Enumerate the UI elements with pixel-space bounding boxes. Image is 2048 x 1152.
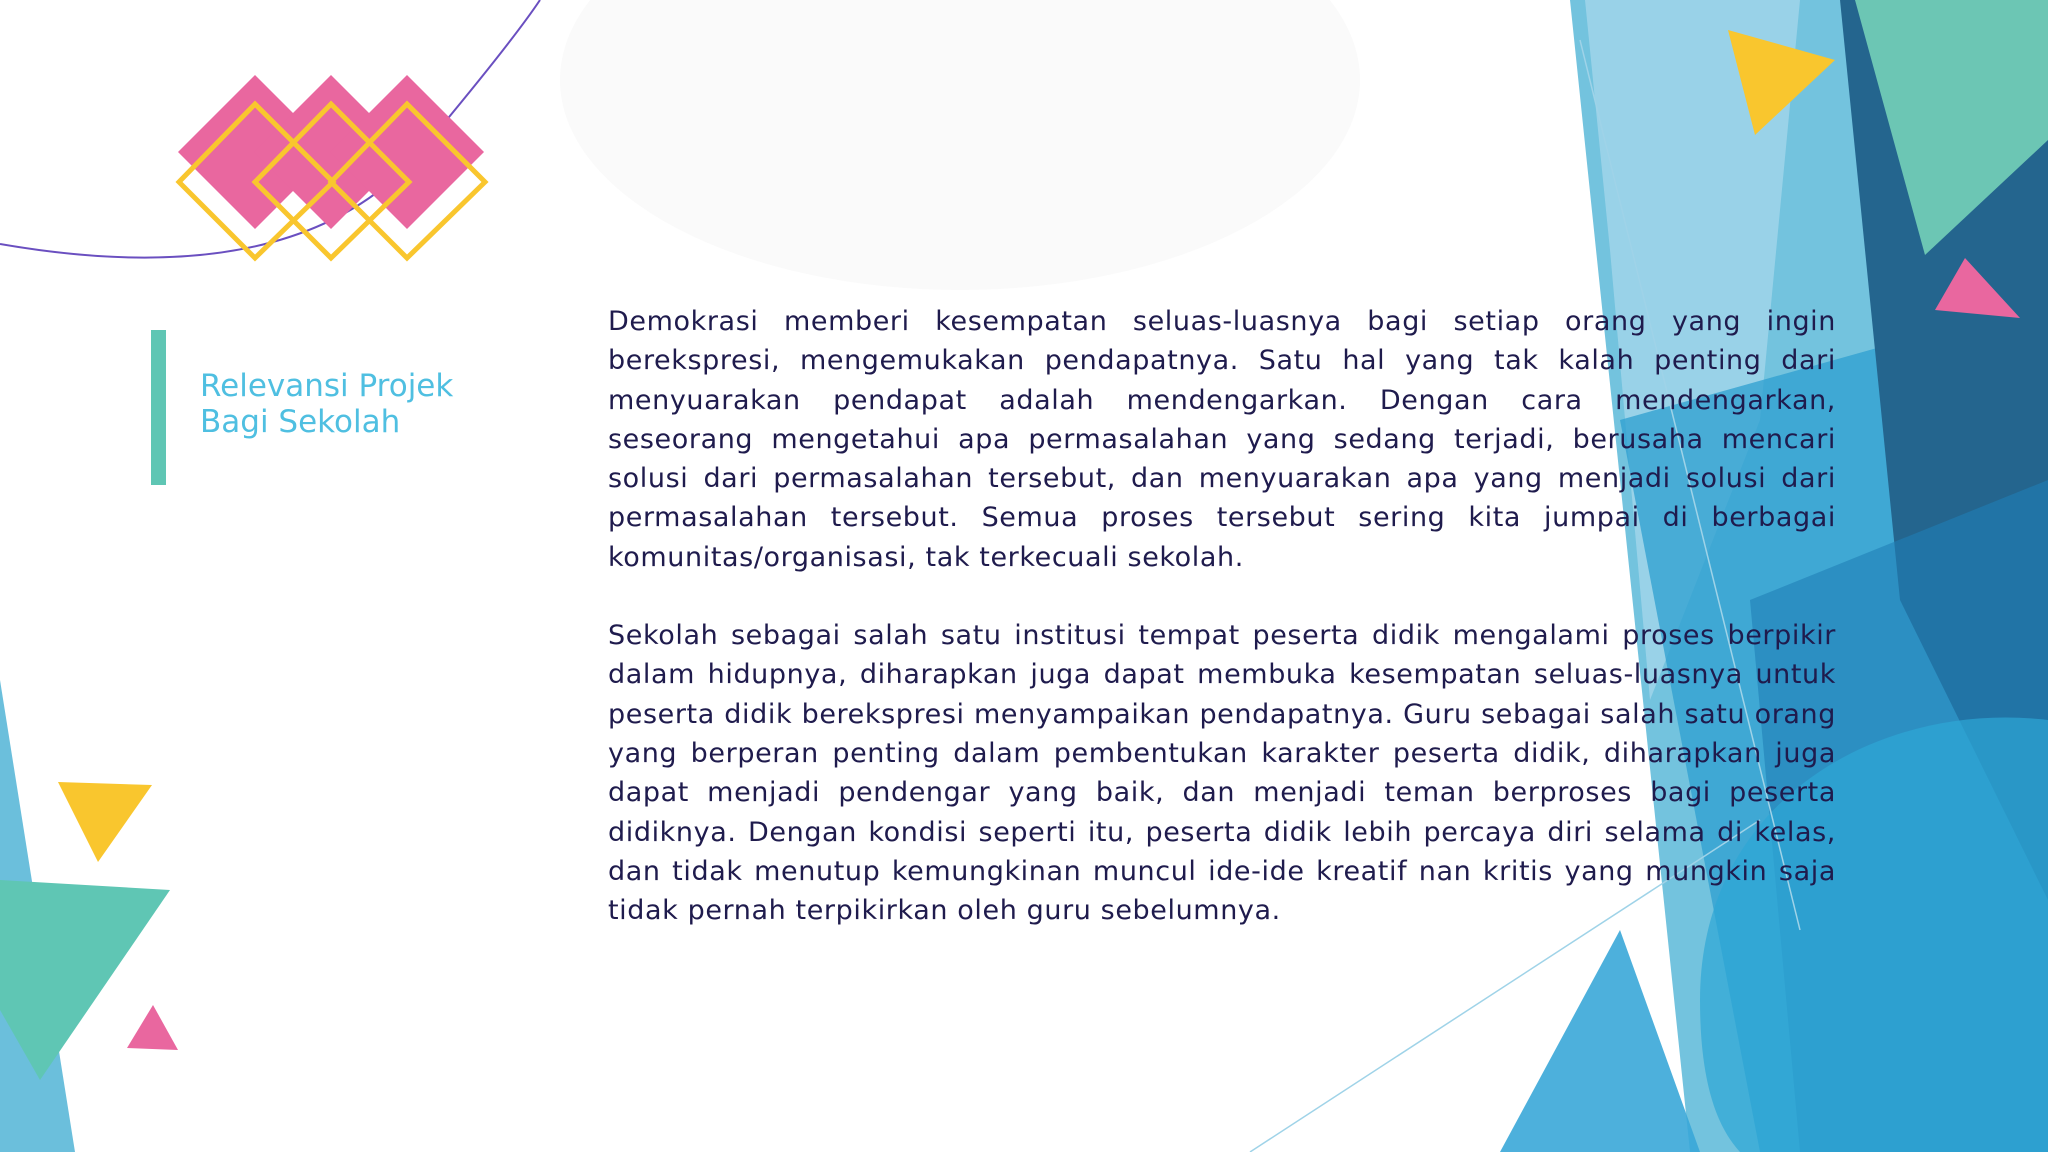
pink-triangle-left bbox=[127, 1005, 178, 1050]
faint-gray-blob bbox=[560, 0, 1360, 290]
body-text bbox=[608, 302, 1836, 930]
yellow-triangle-left bbox=[58, 782, 152, 862]
slide-title bbox=[200, 368, 520, 440]
slide-title-line-1: Relevansi Projek bbox=[200, 368, 454, 404]
body-paragraph-2: Sekolah sebagai salah satu institusi tempat peserta didik mengalami proses berpikir dalam hidupnya, diharapkan juga dapat membuka kesempatan seluas-luasnya untuk peserta didik berekspresi menyampaikan pendapatnya. Guru sebagai salah satu orang yang berperan penting dalam pembentukan karakter peserta didik, diharapkan juga dapat menjadi pendengar yang baik, dan menjadi teman berproses bagi peserta didiknya. Dengan kondisi seperti itu, peserta didik lebih percaya diri selama di kelas, dan tidak menutup kemungkinan muncul ide-ide kreatif nan kritis yang mungkin saja tidak pernah terpikirkan oleh guru sebelumnya. bbox=[608, 620, 1836, 927]
slide-title-line-2: Bagi Sekolah bbox=[200, 404, 401, 440]
body-paragraph-1: Demokrasi memberi kesempatan seluas-luasnya bagi setiap orang yang ingin berekspresi, mengemukakan pendapatnya. Satu hal yang tak kalah penting dari menyuarakan pendapat adalah mendengarkan. Dengan cara mendengarkan, seseorang mengetahui apa permasalahan yang sedang terjadi, berusaha mencari solusi dari permasalahan tersebut, dan menyuarakan apa yang menjadi solusi dari permasalahan tersebut. Semua proses tersebut sering kita jumpai di berbagai komunitas/organisasi, tak terkecuali sekolah. bbox=[608, 306, 1836, 573]
pink-diamond-group bbox=[178, 75, 484, 229]
title-accent-bar bbox=[151, 330, 166, 485]
blue-sliver-bottom bbox=[1500, 930, 1700, 1152]
teal-triangle-left bbox=[0, 880, 170, 1080]
